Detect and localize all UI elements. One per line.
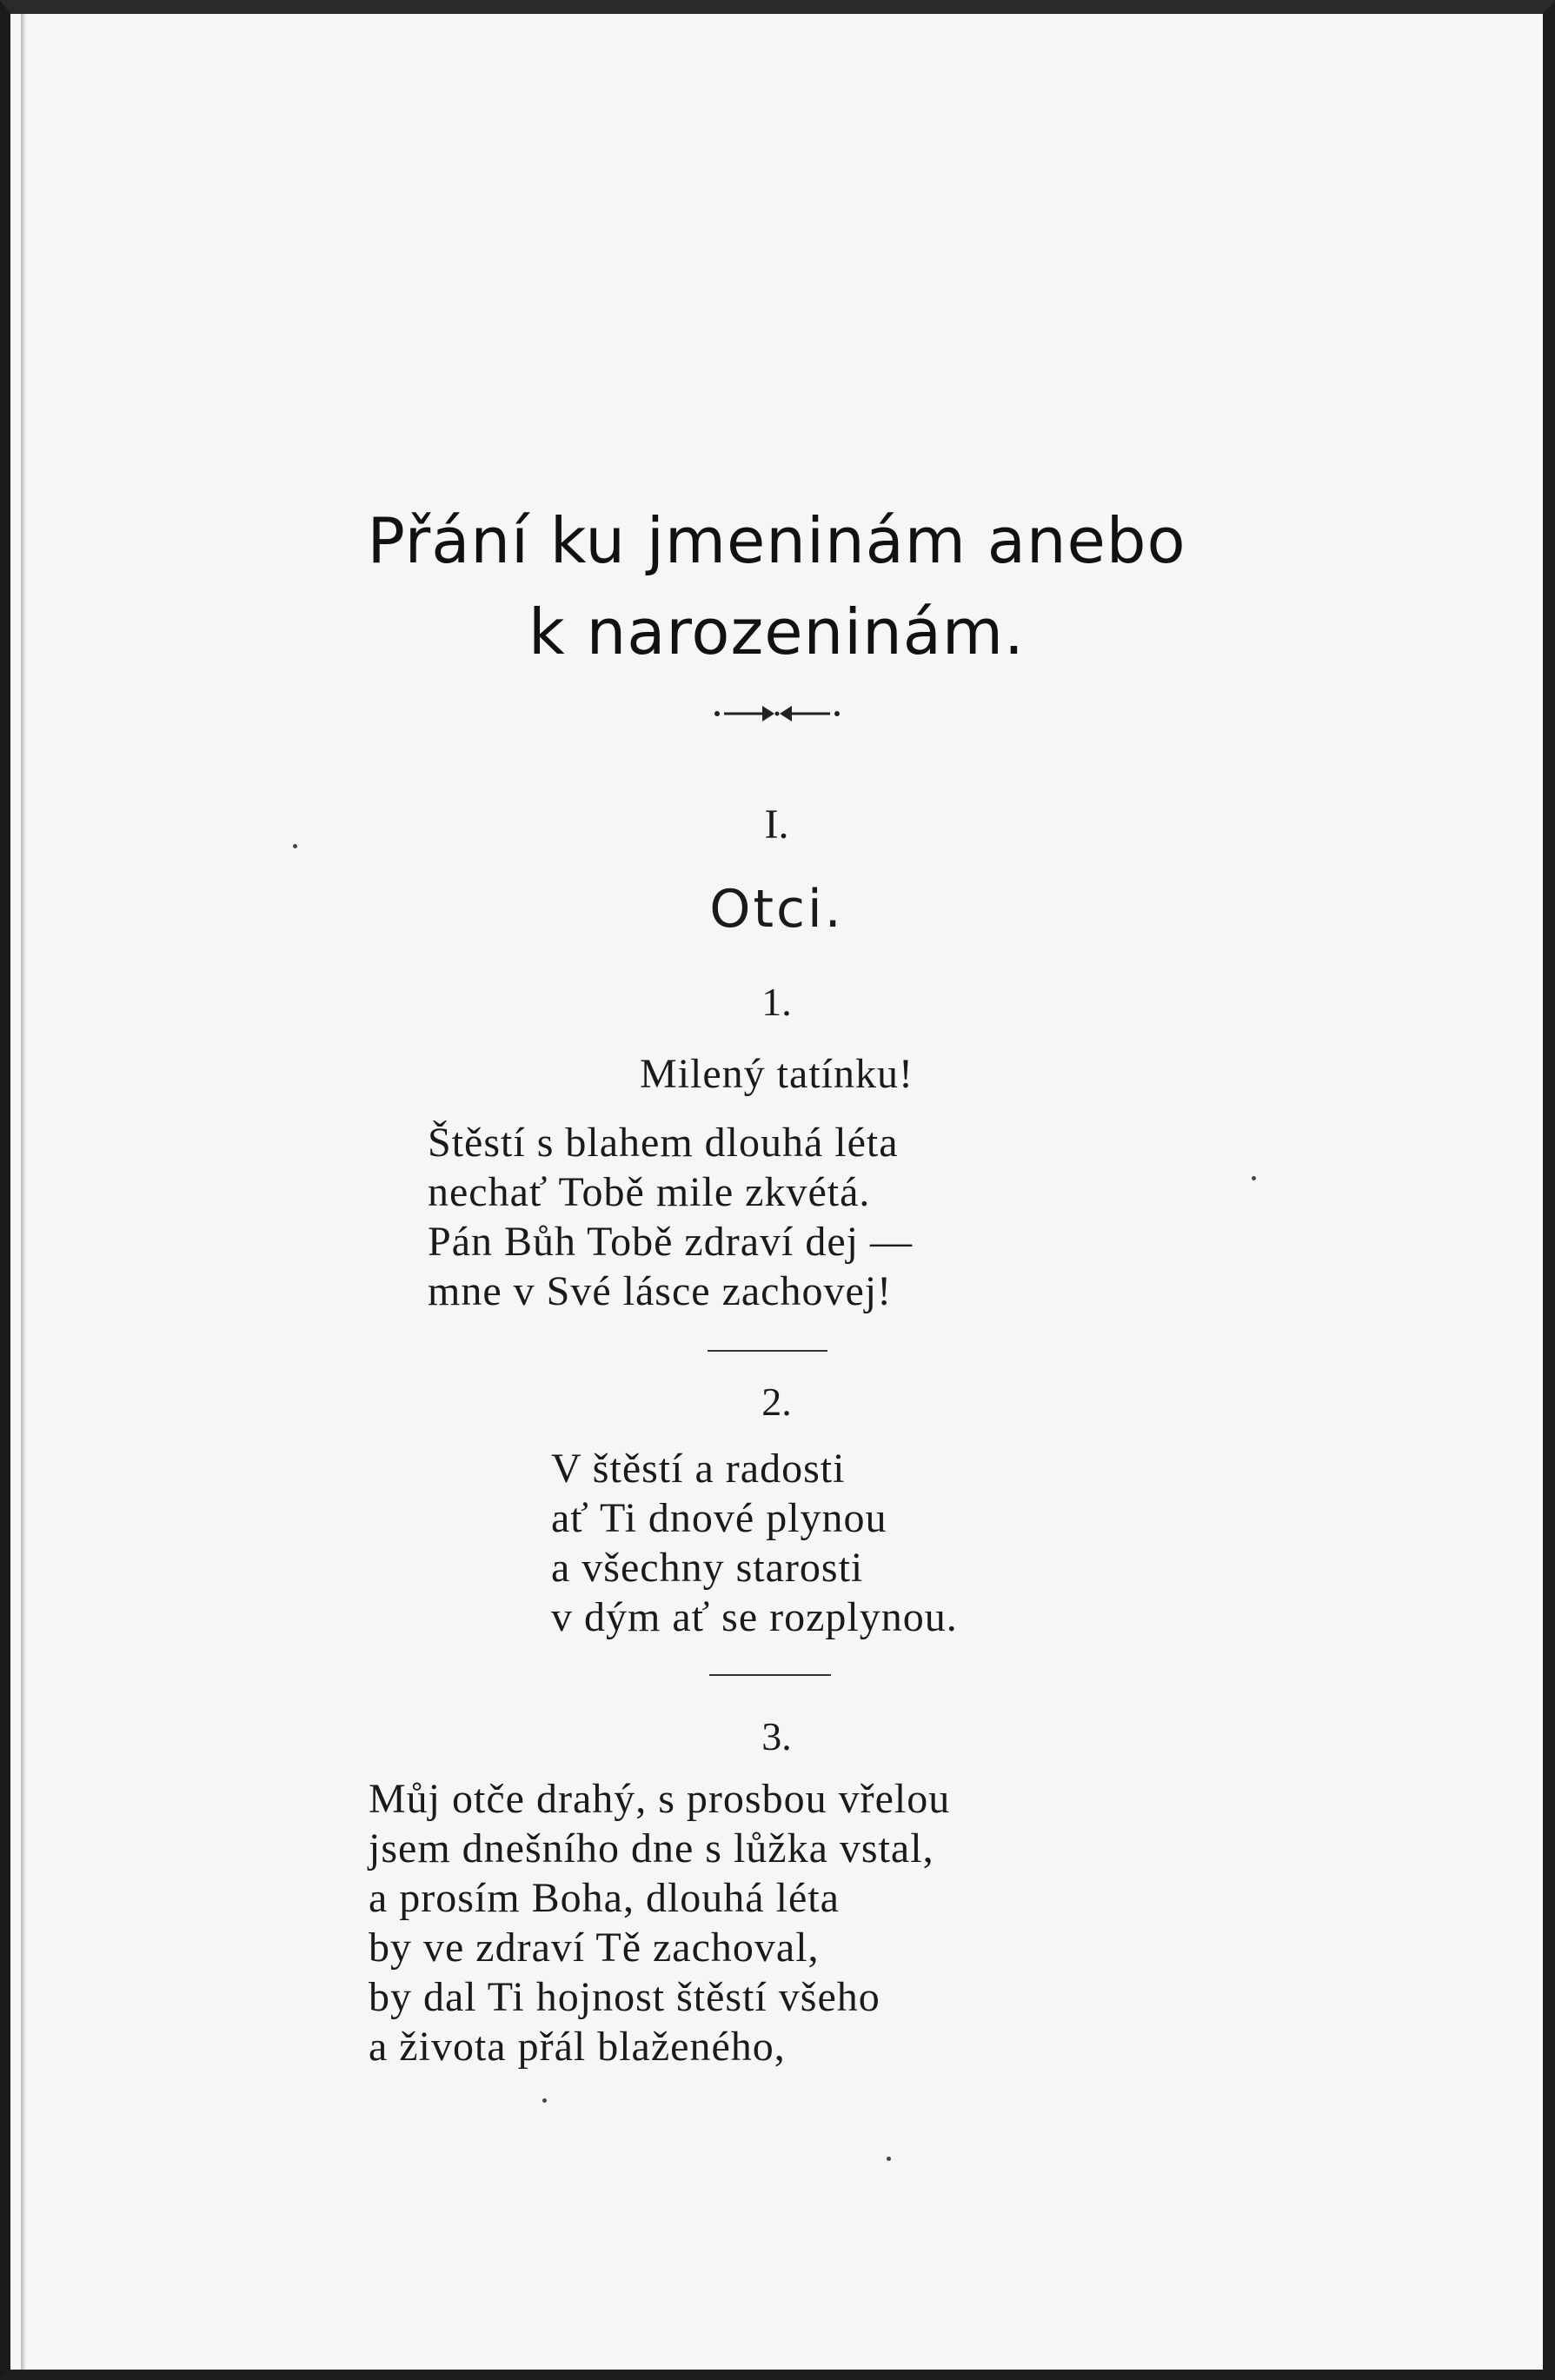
poem-line: Pán Bůh Tobě zdraví dej — — [428, 1219, 913, 1265]
poem-line: by ve zdraví Tě zachoval, — [369, 1925, 820, 1971]
poem-1-stanza — [428, 1118, 913, 1316]
poem-line: v dým ať se rozplynou. — [551, 1594, 958, 1640]
page-title-line-1: Přání ku jmeninám anebo — [367, 504, 1186, 577]
page-title-line-2: k narozeninám. — [528, 595, 1025, 668]
poem-number-2: 2. — [761, 1379, 792, 1424]
poem-line: Štěstí s blahem dlouhá léta — [428, 1120, 899, 1166]
poem-line: nechať Tobě mile zkvétá. — [428, 1169, 871, 1215]
poem-number-3: 3. — [761, 1714, 792, 1758]
poem-line: ať Ti dnové plynou — [551, 1495, 887, 1541]
section-numeral: I. — [764, 801, 789, 848]
poem-line: jsem dnešního dne s lůžka vstal, — [369, 1825, 934, 1871]
poem-3-stanza — [369, 1774, 950, 2071]
poem-line: a prosím Boha, dlouhá léta — [369, 1875, 840, 1921]
divider-rule — [708, 1350, 827, 1352]
ornament-divider — [10, 701, 1543, 727]
scan-edge-shadow — [21, 14, 26, 2370]
poem-line: Můj otče drahý, s prosbou vřelou — [369, 1776, 951, 1822]
poem-line: a všechny starosti — [551, 1545, 864, 1591]
poem-2-stanza — [551, 1444, 958, 1642]
poem-salutation: Milený tatínku! — [640, 1051, 914, 1097]
divider-rule — [709, 1674, 831, 1676]
poem-number-1: 1. — [761, 980, 792, 1024]
paper-speck — [887, 2157, 891, 2161]
paper-speck — [293, 844, 297, 848]
poem-line: by dal Ti hojnost štěstí všeho — [369, 1974, 881, 2020]
poem-line: V štěstí a radosti — [551, 1446, 846, 1492]
poem-line: mne v Své lásce zachovej! — [428, 1268, 893, 1314]
ornament-flourish-icon — [712, 701, 842, 727]
section-heading: Otci. — [709, 879, 844, 940]
poem-line: a života přál blaženého, — [369, 2024, 786, 2070]
paper-speck — [542, 2098, 547, 2103]
paper-speck — [1252, 1176, 1256, 1180]
